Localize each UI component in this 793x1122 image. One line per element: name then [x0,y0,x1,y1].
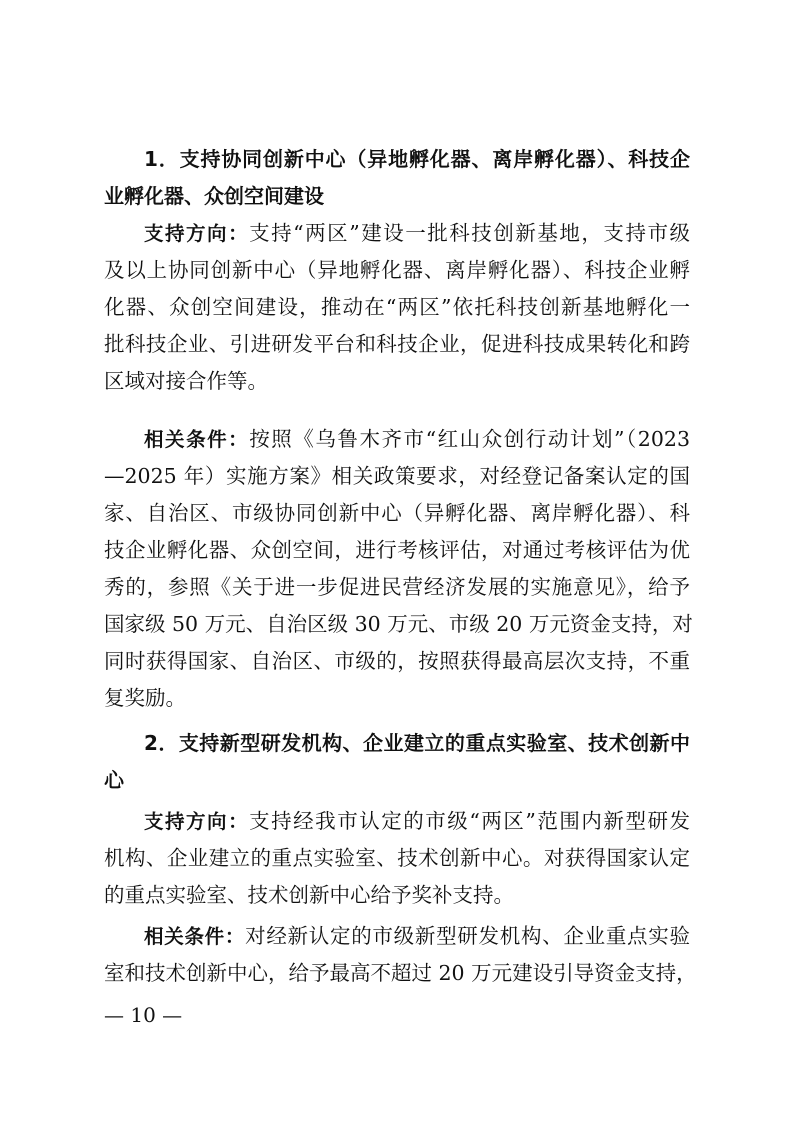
section-1-heading-line-2: 业孵化器、众创空间建设 [104,184,324,208]
section-2-conditions-label: 相关条件： [144,925,246,948]
section-2-direction-text: 支持经我市认定的市级“两区”范围内新型研发 [249,809,690,833]
section-2-conditions-line-2: 室和技术创新中心，给予最高不超过 20 万元建设引导资金支持， [104,961,697,985]
section-1-direction-line-1 [104,215,690,251]
section-1-conditions-line-8: 复奖励。 [104,686,186,710]
section-1-heading-line-1: 1．支持协同创新中心（异地孵化器、离岸孵化器）、科技企 [144,147,690,171]
section-2-conditions-text: 对经新认定的市级新型研发机构、企业重点实验 [245,924,690,948]
page-number: — 10 — [104,1003,183,1027]
section-1-conditions-text: 按照《乌鲁木齐市“红山众创行动计划”（2023 [249,427,690,451]
section-1-direction-label: 支持方向： [144,222,250,245]
section-2-direction-line-1 [104,803,690,839]
section-1-conditions-line-3: 家、自治区、市级协同创新中心（异孵化器、离岸孵化器）、科 [104,501,690,525]
section-1-conditions-line-5: 秀的，参照《关于进一步促进民营经济发展的实施意见》，给予 [104,575,690,599]
section-1-conditions-line-4: 技企业孵化器、众创空间，进行考核评估，对通过考核评估为优 [104,538,690,562]
section-2-heading-line-1: 2．支持新型研发机构、企业建立的重点实验室、技术创新中 [144,731,690,755]
section-1-direction-line-4: 批科技企业、引进研发平台和科技企业，促进科技成果转化和跨 [104,332,690,356]
section-1-direction-text: 支持“两区”建设一批科技创新基地，支持市级 [249,221,690,245]
section-2-conditions-line-1 [104,918,690,954]
section-2-direction-line-3: 的重点实验室、技术创新中心给予奖补支持。 [104,883,514,907]
section-2-direction-line-2: 机构、企业建立的重点实验室、技术创新中心。对获得国家认定 [104,846,690,870]
section-1-conditions-line-1 [104,421,690,457]
section-1-conditions-line-7: 同时获得国家、自治区、市级的，按照获得最高层次支持，不重 [104,649,690,673]
section-1-conditions-line-6: 国家级 50 万元、自治区级 30 万元、市级 20 万元资金支持，对 [104,612,693,636]
section-1-direction-line-3: 化器、众创空间建设，推动在“两区”依托科技创新基地孵化一 [104,295,690,319]
section-1-direction-line-5: 区域对接合作等。 [104,369,268,393]
section-1-direction-line-2: 及以上协同创新中心（异地孵化器、离岸孵化器）、科技企业孵 [104,258,690,282]
section-2-direction-label: 支持方向： [144,810,250,833]
section-1-conditions-label: 相关条件： [144,428,250,451]
section-1-conditions-line-2: —2025 年）实施方案》相关政策要求，对经登记备案认定的国 [104,464,690,488]
section-2-heading-line-2: 心 [104,768,124,792]
